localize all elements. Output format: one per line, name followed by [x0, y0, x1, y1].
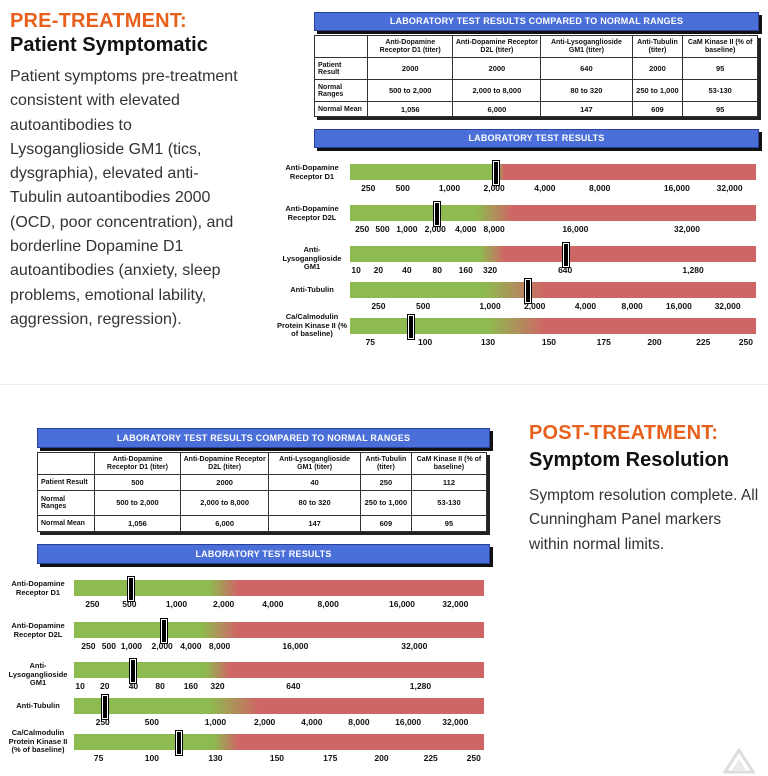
- axis-tick-label: 175: [323, 753, 338, 763]
- axis-tick-label: 32,000: [714, 301, 741, 311]
- axis-tick-label: 10: [351, 265, 361, 275]
- row-label: Normal Ranges: [315, 80, 368, 102]
- table-cell: 2000: [180, 475, 268, 491]
- patient-result-marker: [408, 315, 414, 339]
- table-cell: 609: [360, 515, 411, 531]
- axis-tick-label: 500: [101, 641, 116, 651]
- axis-tick-label: 2,000: [424, 224, 446, 234]
- table-header-row: [38, 453, 487, 475]
- post-results-table: [37, 452, 487, 532]
- axis-tick-label: 2,000: [151, 641, 173, 651]
- row-label: Patient Result: [38, 475, 95, 491]
- post-table-title: LABORATORY TEST RESULTS COMPARED TO NORMAL RANGES: [37, 428, 490, 448]
- table-cell: 250: [360, 475, 411, 491]
- bar-label: Ca/Calmodulin Protein Kinase II (% of baseline): [8, 728, 68, 754]
- axis-tick-label: 10: [75, 681, 85, 691]
- axis-tick-label: 40: [402, 265, 412, 275]
- axis-tick-label: 500: [144, 717, 159, 727]
- axis-tick-label: 32,000: [716, 183, 743, 193]
- axis-tick-label: 225: [696, 337, 711, 347]
- axis-tick-label: 8,000: [589, 183, 611, 193]
- table-cell: 53-130: [411, 491, 486, 515]
- axis-tick-label: 32,000: [442, 717, 469, 727]
- table-cell: 95: [411, 515, 486, 531]
- axis-tick-label: 500: [415, 301, 431, 311]
- axis-tick-label: 2,000: [483, 183, 505, 193]
- axis-tick-label: 250: [95, 717, 110, 727]
- table-cell: 609: [632, 102, 683, 117]
- table-row: [38, 475, 487, 491]
- axis-tick-label: 250: [466, 753, 481, 763]
- axis-tick-label: 320: [210, 681, 225, 691]
- patient-result-marker: [493, 161, 499, 185]
- axis-tick-label: 500: [375, 224, 390, 234]
- post-treatment-paragraph: Symptom resolution complete. All Cunningham Panel markers within normal limits.: [529, 487, 759, 553]
- axis-tick-label: 150: [541, 337, 557, 347]
- axis-tick-label: 4,000: [301, 717, 323, 727]
- table-cell: 1,056: [95, 515, 181, 531]
- bar-label: Anti-Dopamine Receptor D2L: [285, 204, 339, 222]
- post-bars-title: LABORATORY TEST RESULTS: [37, 544, 490, 564]
- patient-result-marker: [128, 577, 134, 601]
- bar-label: Ca/Calmodulin Protein Kinase II (% of baseline): [276, 312, 348, 338]
- axis-tick-label: 1,000: [204, 717, 227, 727]
- axis-tick-label: 8,000: [208, 641, 231, 651]
- table-cell: 53-130: [683, 80, 758, 102]
- axis-tick-label: 16,000: [395, 717, 422, 727]
- column-header: CaM Kinase II (% of baseline): [411, 453, 486, 475]
- table-cell: 250 to 1,000: [360, 491, 411, 515]
- axis-tick-label: 100: [144, 753, 159, 763]
- table-cell: 6,000: [180, 515, 268, 531]
- table-cell: 1,056: [368, 102, 453, 117]
- table-cell: 2000: [453, 58, 541, 80]
- table-cell: 147: [269, 515, 361, 531]
- axis-tick-label: 1,000: [396, 224, 418, 234]
- axis-tick-label: 75: [365, 337, 376, 347]
- table-row: [315, 80, 758, 102]
- bar-label: Anti-Lysoganglioside GM1: [8, 661, 68, 687]
- post-treatment-subheading: Symptom Resolution: [529, 449, 730, 471]
- axis-tick-label: 200: [374, 753, 389, 763]
- pre-treatment-heading: PRE-TREATMENT:: [10, 10, 187, 32]
- range-bar: [74, 734, 484, 750]
- patient-result-marker: [161, 619, 167, 643]
- axis-tick-label: 8,000: [483, 224, 505, 234]
- table-row: [38, 515, 487, 531]
- axis-tick-label: 40: [128, 681, 139, 691]
- column-header: Anti-Dopamine Receptor D2L (titer): [180, 453, 268, 475]
- axis-tick-label: 100: [418, 337, 433, 347]
- range-bar: [350, 205, 756, 221]
- axis-tick-label: 250: [371, 301, 386, 311]
- pre-treatment-subheading: Patient Symptomatic: [10, 34, 208, 56]
- axis-tick-label: 250: [738, 337, 753, 347]
- pre-bars-title: LABORATORY TEST RESULTS: [314, 129, 759, 148]
- axis-tick-label: 80: [155, 681, 165, 691]
- axis-tick-label: 130: [208, 753, 223, 763]
- axis-tick-label: 4,000: [262, 599, 284, 609]
- axis-tick-label: 8,000: [621, 301, 643, 311]
- bar-label: Anti-Tubulin: [290, 285, 334, 294]
- range-bar: [350, 282, 756, 298]
- axis-tick-label: 225: [423, 753, 438, 763]
- axis-tick-label: 500: [122, 599, 137, 609]
- table-cell: 95: [683, 102, 758, 117]
- axis-tick-label: 1,000: [479, 301, 501, 311]
- column-header: Anti-Tubulin (titer): [632, 36, 683, 58]
- row-label: Patient Result: [315, 58, 368, 80]
- axis-tick-label: 2,000: [213, 599, 235, 609]
- table-cell: 40: [269, 475, 361, 491]
- axis-tick-label: 20: [373, 265, 384, 275]
- column-header: Anti-Tubulin (titer): [360, 453, 411, 475]
- table-row: [315, 102, 758, 117]
- table-cell: 640: [541, 58, 632, 80]
- axis-tick-label: 2,000: [254, 717, 276, 727]
- table-cell: 112: [411, 475, 486, 491]
- table-corner-cell: [38, 453, 95, 475]
- brand-logo-icon: [722, 748, 756, 774]
- row-label: Normal Mean: [315, 102, 368, 117]
- pre-table-title: LABORATORY TEST RESULTS COMPARED TO NORMAL RANGES: [314, 12, 759, 31]
- axis-tick-label: 8,000: [317, 599, 339, 609]
- column-header: Anti-Lysoganglioside GM1 (titer): [541, 36, 632, 58]
- axis-tick-label: 150: [269, 753, 285, 763]
- table-cell: 2,000 to 8,000: [180, 491, 268, 515]
- axis-tick-label: 80: [432, 265, 443, 275]
- table-cell: 2000: [368, 58, 453, 80]
- axis-tick-label: 1,000: [165, 599, 188, 609]
- table-cell: 500 to 2,000: [95, 491, 181, 515]
- axis-tick-label: 2,000: [524, 301, 546, 311]
- range-bar: [74, 580, 484, 596]
- range-bar: [74, 698, 484, 714]
- patient-result-marker: [102, 695, 108, 719]
- pre-treatment-text: [10, 9, 242, 332]
- axis-tick-label: 4,000: [180, 641, 202, 651]
- table-cell: 80 to 320: [269, 491, 361, 515]
- patient-result-marker: [434, 202, 440, 226]
- axis-tick-label: 250: [361, 183, 376, 193]
- axis-tick-label: 32,000: [442, 599, 469, 609]
- row-label: Normal Ranges: [38, 491, 95, 515]
- column-header: Anti-Lysoganglioside GM1 (titer): [269, 453, 361, 475]
- column-header: Anti-Dopamine Receptor D1 (titer): [95, 453, 181, 475]
- axis-tick-label: 75: [93, 753, 104, 763]
- axis-tick-label: 1,000: [120, 641, 143, 651]
- axis-tick-label: 250: [355, 224, 370, 234]
- table-cell: 2,000 to 8,000: [453, 80, 541, 102]
- axis-tick-label: 175: [596, 337, 611, 347]
- axis-tick-label: 130: [480, 337, 496, 347]
- axis-tick-label: 32,000: [401, 641, 428, 651]
- post-treatment-heading: POST-TREATMENT:: [529, 422, 719, 444]
- bar-label: Anti-Dopamine Receptor D1: [285, 163, 339, 181]
- axis-tick-label: 4,000: [455, 224, 477, 234]
- axis-tick-label: 160: [183, 681, 198, 691]
- column-header: Anti-Dopamine Receptor D2L (titer): [453, 36, 541, 58]
- axis-tick-label: 250: [81, 641, 96, 651]
- bar-label: Anti-Dopamine Receptor D2L: [11, 621, 65, 639]
- axis-tick-label: 1,280: [682, 265, 704, 275]
- axis-tick-label: 16,000: [282, 641, 309, 651]
- axis-tick-label: 20: [100, 681, 110, 691]
- range-bar: [350, 246, 756, 262]
- table-cell: 2000: [632, 58, 683, 80]
- axis-tick-label: 640: [558, 265, 573, 275]
- bar-label: Anti-Lysoganglioside GM1: [282, 245, 342, 271]
- table-cell: 500: [95, 475, 181, 491]
- table-cell: 147: [541, 102, 632, 117]
- table-cell: 95: [683, 58, 758, 80]
- row-label: Normal Mean: [38, 515, 95, 531]
- table-row: [38, 491, 487, 515]
- axis-tick-label: 320: [482, 265, 498, 275]
- bar-label: Anti-Tubulin: [16, 701, 60, 710]
- axis-tick-label: 16,000: [389, 599, 415, 609]
- patient-result-marker: [525, 279, 531, 303]
- patient-result-marker: [176, 731, 182, 755]
- table-cell: 500 to 2,000: [368, 80, 453, 102]
- range-bar: [74, 622, 484, 638]
- table-cell: 80 to 320: [541, 80, 632, 102]
- table-corner-cell: [315, 36, 368, 58]
- axis-tick-label: 16,000: [663, 183, 690, 193]
- section-divider: [0, 384, 768, 385]
- column-header: CaM Kinase II (% of baseline): [683, 36, 758, 58]
- table-cell: 6,000: [453, 102, 541, 117]
- table-cell: 250 to 1,000: [632, 80, 683, 102]
- axis-tick-label: 16,000: [665, 301, 692, 311]
- axis-tick-label: 1,000: [438, 183, 461, 193]
- table-row: [315, 58, 758, 80]
- axis-tick-label: 640: [286, 681, 301, 691]
- pre-treatment-paragraph: Patient symptoms pre-treatment consistent with elevated autoantibodies to Lysoganglioside GM1 (tics, dysgraphia), elevated anti-Tubulin autoantibodies 2000 (OCD, poor concentration), and borderline Dopamine D1 autoantibodies (anxiety, sleep problems, emotional lability, aggression, regression).: [10, 68, 238, 328]
- bar-label: Anti-Dopamine Receptor D1: [11, 579, 65, 597]
- post-treatment-text: [529, 421, 765, 557]
- axis-tick-label: 500: [395, 183, 410, 193]
- pre-results-table: [314, 35, 758, 117]
- patient-result-marker: [130, 659, 136, 683]
- patient-result-marker: [563, 243, 569, 267]
- axis-tick-label: 4,000: [574, 301, 597, 311]
- axis-tick-label: 32,000: [673, 224, 700, 234]
- axis-tick-label: 160: [458, 265, 473, 275]
- axis-tick-label: 1,280: [409, 681, 432, 691]
- range-bar: [350, 164, 756, 180]
- table-header-row: [315, 36, 758, 58]
- column-header: Anti-Dopamine Receptor D1 (titer): [368, 36, 453, 58]
- axis-tick-label: 250: [85, 599, 100, 609]
- axis-tick-label: 16,000: [562, 224, 589, 234]
- axis-tick-label: 200: [647, 337, 662, 347]
- axis-tick-label: 8,000: [348, 717, 370, 727]
- axis-tick-label: 4,000: [534, 183, 556, 193]
